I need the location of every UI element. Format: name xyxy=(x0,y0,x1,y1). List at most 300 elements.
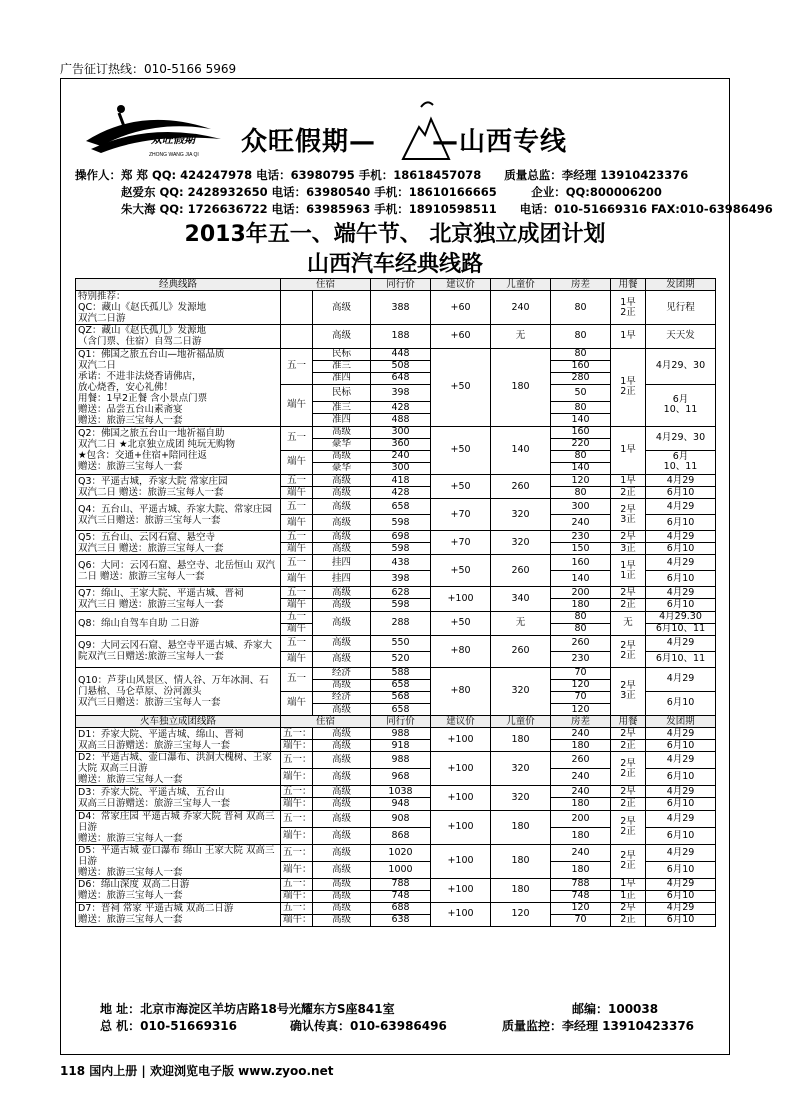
room-diff-cell: 200 xyxy=(551,587,611,599)
holiday-cell: 端午： xyxy=(281,890,313,902)
lodging-cell: 高级 xyxy=(313,902,371,914)
room-diff-cell: 230 xyxy=(551,651,611,667)
child-price-cell: 320 xyxy=(491,499,551,531)
lodging-cell: 高级 xyxy=(313,450,371,462)
departure-date-cell: 6月10 xyxy=(646,890,716,902)
header-cell: 建议价 xyxy=(431,279,491,291)
price-cell: 488 xyxy=(371,414,431,426)
route-description: D1：乔家大院、平遥古城、绵山、晋祠 双高三日游赠送：旅游三宝每人一套 xyxy=(76,728,281,752)
departure-date-cell: 6月 10、11 xyxy=(646,450,716,474)
lodging-cell: 高级 xyxy=(313,291,371,325)
child-price-cell: 260 xyxy=(491,555,551,587)
table-header-row xyxy=(76,279,716,291)
suggested-price-cell: +100 xyxy=(431,587,491,611)
departure-date-cell: 4月29 xyxy=(646,667,716,691)
departure-date-cell: 4月29、30 xyxy=(646,426,716,450)
suggested-price-cell: +100 xyxy=(431,878,491,902)
table-row xyxy=(76,728,716,740)
page-subtitle: 山西汽车经典线路 xyxy=(306,252,483,277)
price-cell: 918 xyxy=(371,740,431,752)
holiday-cell: 端午 xyxy=(281,450,313,474)
meal-cell: 2正 xyxy=(611,798,646,810)
lodging-cell: 高级 xyxy=(313,703,371,715)
table-row xyxy=(76,325,716,348)
meal-cell: 1早 xyxy=(611,426,646,474)
suggested-price-cell: +50 xyxy=(431,348,491,426)
room-diff-cell: 240 xyxy=(551,786,611,798)
lodging-cell: 准四 xyxy=(313,414,371,426)
departure-date-cell: 6月10、11 xyxy=(646,651,716,667)
price-cell: 698 xyxy=(371,531,431,543)
route-description: Q4：五台山、平遥古城、乔家大院、常家庄园双汽三日赠送：旅游三宝每人一套 xyxy=(76,499,281,531)
holiday-cell: 端午： xyxy=(281,769,313,786)
suggested-price-cell: +50 xyxy=(431,611,491,635)
departure-date-cell: 6月10 xyxy=(646,798,716,810)
holiday-cell: 五一 xyxy=(281,611,313,623)
child-price-cell: 180 xyxy=(491,728,551,752)
route-description: QZ：藏山《赵氏孤儿》发源地 （含门票、住宿）自驾二日游 xyxy=(76,325,281,348)
price-cell: 508 xyxy=(371,360,431,372)
suggested-price-cell: +70 xyxy=(431,531,491,555)
contact-line: 朱大海 QQ: 1726636722 电话：63985963 手机：18910598511 电话：010-51669316 FAX:010-63986496 xyxy=(75,202,773,216)
departure-date-cell: 4月29 xyxy=(646,474,716,486)
departure-date-cell: 4月29 xyxy=(646,844,716,861)
room-diff-cell: 80 xyxy=(551,611,611,623)
price-cell: 388 xyxy=(371,291,431,325)
lodging-cell: 高级 xyxy=(313,878,371,890)
price-cell: 398 xyxy=(371,384,431,402)
holiday-cell: 五一 xyxy=(281,667,313,691)
holiday-cell: 端午： xyxy=(281,914,313,926)
child-price-cell: 140 xyxy=(491,426,551,474)
departure-date-cell: 6月10 xyxy=(646,740,716,752)
room-diff-cell: 160 xyxy=(551,426,611,438)
route-description: D3：乔家大院、平遥古城、五台山 双高三日游赠送：旅游三宝每人一套 xyxy=(76,786,281,810)
lodging-cell: 高级 xyxy=(313,543,371,555)
header-cell: 用餐 xyxy=(611,716,646,728)
room-diff-cell: 240 xyxy=(551,515,611,531)
departure-date-cell: 6月10 xyxy=(646,769,716,786)
table-header-row xyxy=(76,716,716,728)
departure-date-cell: 4月29 xyxy=(646,728,716,740)
departure-date-cell: 4月29 xyxy=(646,587,716,599)
room-diff-cell: 70 xyxy=(551,914,611,926)
room-diff-cell: 200 xyxy=(551,810,611,827)
table-row xyxy=(76,499,716,515)
price-cell: 520 xyxy=(371,651,431,667)
meal-cell: 2早 2正 xyxy=(611,810,646,844)
header-cell: 建议价 xyxy=(431,716,491,728)
meal-cell: 2早 2正 xyxy=(611,844,646,878)
room-diff-cell: 120 xyxy=(551,902,611,914)
room-diff-cell: 180 xyxy=(551,798,611,810)
holiday-cell: 五一 xyxy=(281,426,313,450)
routes-table xyxy=(75,278,716,927)
route-description: Q6：大同：云冈石窟、悬空寺、北岳恒山 双汽二日 赠送：旅游三宝每人一套 xyxy=(76,555,281,587)
room-diff-cell: 80 xyxy=(551,291,611,325)
price-cell: 648 xyxy=(371,372,431,384)
meal-cell: 2早 3正 xyxy=(611,667,646,715)
price-cell: 428 xyxy=(371,402,431,414)
table-row xyxy=(76,611,716,623)
child-price-cell: 120 xyxy=(491,902,551,926)
price-cell: 638 xyxy=(371,914,431,926)
suggested-price-cell: +50 xyxy=(431,426,491,474)
room-diff-cell: 180 xyxy=(551,861,611,878)
page-title: 2013年五一、端午节、 北京独立成团计划 xyxy=(184,222,606,247)
price-cell: 598 xyxy=(371,543,431,555)
price-cell: 988 xyxy=(371,752,431,769)
holiday-cell: 端午： xyxy=(281,827,313,844)
lodging-cell: 民标 xyxy=(313,348,371,360)
departure-date-cell: 见行程 xyxy=(646,291,716,325)
suggested-price-cell: +80 xyxy=(431,667,491,715)
holiday-cell: 端午 xyxy=(281,599,313,611)
lodging-cell: 高级 xyxy=(313,487,371,499)
lodging-cell: 高级 xyxy=(313,844,371,861)
meal-cell: 1正 xyxy=(611,890,646,902)
holiday-cell: 端午 xyxy=(281,515,313,531)
lodging-cell: 挂四 xyxy=(313,555,371,571)
price-cell: 908 xyxy=(371,810,431,827)
table-row xyxy=(76,878,716,890)
meal-cell: 2正 xyxy=(611,487,646,499)
lodging-cell: 高级 xyxy=(313,611,371,635)
room-diff-cell: 240 xyxy=(551,728,611,740)
holiday-cell: 端午 xyxy=(281,384,313,426)
lodging-cell: 高级 xyxy=(313,810,371,827)
room-diff-cell: 160 xyxy=(551,360,611,372)
room-diff-cell: 220 xyxy=(551,438,611,450)
table-row xyxy=(76,786,716,798)
lodging-cell: 高级 xyxy=(313,531,371,543)
room-diff-cell: 260 xyxy=(551,635,611,651)
header-cell: 用餐 xyxy=(611,279,646,291)
meal-cell: 1早 1正 xyxy=(611,555,646,587)
price-cell: 398 xyxy=(371,571,431,587)
holiday-cell: 端午： xyxy=(281,861,313,878)
departure-date-cell: 6月10、11 xyxy=(646,623,716,635)
meal-cell: 1早 xyxy=(611,325,646,348)
lodging-cell: 高级 xyxy=(313,499,371,515)
meal-cell: 2早 xyxy=(611,786,646,798)
route-description: Q8：绵山自驾车自助 二日游 xyxy=(76,611,281,635)
holiday-cell: 端午 xyxy=(281,623,313,635)
child-price-cell: 180 xyxy=(491,810,551,844)
child-price-cell: 320 xyxy=(491,752,551,786)
price-cell: 360 xyxy=(371,438,431,450)
footer-postcode: 邮编：100038 xyxy=(572,1002,659,1016)
meal-cell: 2早 xyxy=(611,902,646,914)
child-price-cell: 240 xyxy=(491,291,551,325)
meal-cell: 1早 xyxy=(611,474,646,486)
holiday-cell: 端午： xyxy=(281,798,313,810)
table-row xyxy=(76,902,716,914)
departure-date-cell: 4月29 xyxy=(646,531,716,543)
price-cell: 868 xyxy=(371,827,431,844)
route-description: Q10：芦芽山风景区、情人谷、万年冰洞、石门悬棺、马仑草原、汾河源头 双汽三日赠送：旅游三宝每人一套 xyxy=(76,667,281,715)
departure-date-cell: 4月29 xyxy=(646,635,716,651)
price-cell: 948 xyxy=(371,798,431,810)
lodging-cell: 准四 xyxy=(313,372,371,384)
holiday-cell: 五一 xyxy=(281,635,313,651)
lodging-cell: 高级 xyxy=(313,827,371,844)
holiday-cell: 五一 xyxy=(281,555,313,571)
departure-date-cell: 4月29、30 xyxy=(646,348,716,384)
departure-date-cell: 6月10 xyxy=(646,827,716,844)
route-description: D2：平遥古城、壶口瀑布、洪洞大槐树、王家大院 双高三日游 赠送：旅游三宝每人一套 xyxy=(76,752,281,786)
departure-date-cell: 4月29 xyxy=(646,499,716,515)
holiday-cell: 五一 xyxy=(281,474,313,486)
room-diff-cell: 300 xyxy=(551,499,611,515)
child-price-cell: 320 xyxy=(491,786,551,810)
lodging-cell: 高级 xyxy=(313,914,371,926)
table-row xyxy=(76,667,716,679)
lodging-cell: 高级 xyxy=(313,728,371,740)
room-diff-cell: 788 xyxy=(551,878,611,890)
lodging-cell: 高级 xyxy=(313,890,371,902)
route-description: D6：绵山深度 双高二日游 赠送：旅游三宝每人一套 xyxy=(76,878,281,902)
suggested-price-cell: +50 xyxy=(431,555,491,587)
meal-cell: 3正 xyxy=(611,543,646,555)
room-diff-cell: 120 xyxy=(551,679,611,691)
departure-date-cell: 4月29 xyxy=(646,555,716,571)
table-row xyxy=(76,752,716,769)
price-cell: 748 xyxy=(371,890,431,902)
table-row xyxy=(76,531,716,543)
suggested-price-cell: +50 xyxy=(431,474,491,498)
room-diff-cell: 120 xyxy=(551,474,611,486)
page-frame xyxy=(60,78,773,1055)
room-diff-cell: 748 xyxy=(551,890,611,902)
header-cell: 儿童价 xyxy=(491,279,551,291)
header-cell: 发团期 xyxy=(646,279,716,291)
route-description: Q7：绵山、王家大院、平遥古城、晋祠 双汽三日 赠送：旅游三宝每人一套 xyxy=(76,587,281,611)
holiday-cell: 五一： xyxy=(281,844,313,861)
suggested-price-cell: +100 xyxy=(431,902,491,926)
departure-date-cell: 4月29 xyxy=(646,786,716,798)
lodging-cell: 高级 xyxy=(313,651,371,667)
price-cell: 418 xyxy=(371,474,431,486)
holiday-cell: 五一： xyxy=(281,902,313,914)
route-description: Q1：佛国之旅五台山—地祈福品质 双汽二日 承诺：不进非法烧香请佛店， 放心烧香，安心礼佛！ 用餐：1早2正餐 含小景点门票 赠送：品尝五台山素斋宴 赠送：旅游三宝每人一套 xyxy=(76,348,281,426)
holiday-cell: 五一 xyxy=(281,587,313,599)
room-diff-cell: 70 xyxy=(551,691,611,703)
departure-date-cell: 6月10 xyxy=(646,861,716,878)
departure-date-cell: 6月10 xyxy=(646,914,716,926)
header-cell: 住宿 xyxy=(281,716,371,728)
holiday-cell: 五一： xyxy=(281,728,313,740)
room-diff-cell: 80 xyxy=(551,325,611,348)
price-cell: 598 xyxy=(371,515,431,531)
header-cell: 房差 xyxy=(551,279,611,291)
departure-date-cell: 4月29 xyxy=(646,810,716,827)
holiday-cell: 五一： xyxy=(281,878,313,890)
lodging-cell: 准三 xyxy=(313,402,371,414)
table-row xyxy=(76,555,716,571)
price-cell: 658 xyxy=(371,703,431,715)
room-diff-cell: 120 xyxy=(551,703,611,715)
child-price-cell: 无 xyxy=(491,325,551,348)
room-diff-cell: 280 xyxy=(551,372,611,384)
contact-block xyxy=(75,167,773,218)
holiday-cell: 端午 xyxy=(281,651,313,667)
lodging-cell: 高级 xyxy=(313,474,371,486)
footer-phone: 总 机：010-51669316 xyxy=(100,1019,238,1033)
suggested-price-cell: +60 xyxy=(431,291,491,325)
price-cell: 968 xyxy=(371,769,431,786)
room-diff-cell: 50 xyxy=(551,384,611,402)
price-cell: 1038 xyxy=(371,786,431,798)
lodging-cell: 高级 xyxy=(313,786,371,798)
brand-left: 众旺假期— xyxy=(241,127,377,157)
suggested-price-cell: +100 xyxy=(431,728,491,752)
meal-cell: 1早 2正 xyxy=(611,291,646,325)
table-row xyxy=(76,348,716,360)
meal-cell: 2早 xyxy=(611,728,646,740)
route-description: D4：常家庄园 平遥古城 乔家大院 晋祠 双高三日游 赠送：旅游三宝每人一套 xyxy=(76,810,281,844)
child-price-cell: 320 xyxy=(491,667,551,715)
child-price-cell: 无 xyxy=(491,611,551,635)
lodging-cell: 豪华 xyxy=(313,438,371,450)
price-cell: 1020 xyxy=(371,844,431,861)
table-row xyxy=(76,587,716,599)
lodging-cell: 高级 xyxy=(313,679,371,691)
header-cell: 住宿 xyxy=(281,279,371,291)
holiday-cell: 端午 xyxy=(281,691,313,715)
price-cell: 568 xyxy=(371,691,431,703)
room-diff-cell: 240 xyxy=(551,844,611,861)
table-row xyxy=(76,810,716,827)
meal-cell: 2早 2正 xyxy=(611,635,646,667)
room-diff-cell: 80 xyxy=(551,402,611,414)
table-row xyxy=(76,635,716,651)
child-price-cell: 180 xyxy=(491,878,551,902)
holiday-cell: 端午： xyxy=(281,740,313,752)
table-row xyxy=(76,291,716,325)
contact-line: 操作人：郑 郑 QQ: 424247978 电话：63980795 手机：18618457078 质量总监：李经理 13910423376 xyxy=(75,168,689,182)
child-price-cell: 180 xyxy=(491,844,551,878)
holiday-cell: 端午 xyxy=(281,487,313,499)
meal-cell: 2早 3正 xyxy=(611,499,646,531)
lodging-cell: 高级 xyxy=(313,740,371,752)
lodging-cell: 民标 xyxy=(313,384,371,402)
holiday-cell: 五一 xyxy=(281,499,313,515)
header-cell: 同行价 xyxy=(371,279,431,291)
room-diff-cell: 80 xyxy=(551,623,611,635)
holiday-cell xyxy=(281,291,313,325)
departure-date-cell: 4月29 xyxy=(646,902,716,914)
room-diff-cell: 260 xyxy=(551,752,611,769)
room-diff-cell: 70 xyxy=(551,667,611,679)
page-number: 118 国内上册 | 欢迎浏览电子版 www.zyoo.net xyxy=(60,1064,334,1078)
footer-address: 地 址：北京市海淀区羊坊店路18号光耀东方S座841室 xyxy=(100,1002,395,1016)
route-description: Q3：平遥古城，乔家大院 常家庄园 双汽二日 赠送：旅游三宝每人一套 xyxy=(76,474,281,498)
lodging-cell: 高级 xyxy=(313,635,371,651)
lodging-cell: 准三 xyxy=(313,360,371,372)
meal-cell: 1早 2正 xyxy=(611,348,646,426)
departure-date-cell: 6月10 xyxy=(646,515,716,531)
price-cell: 428 xyxy=(371,487,431,499)
room-diff-cell: 140 xyxy=(551,414,611,426)
table-row xyxy=(76,844,716,861)
meal-cell: 1早 xyxy=(611,878,646,890)
holiday-cell: 五一： xyxy=(281,810,313,827)
header-cell: 同行价 xyxy=(371,716,431,728)
suggested-price-cell: +100 xyxy=(431,752,491,786)
lodging-cell: 高级 xyxy=(313,769,371,786)
price-cell: 588 xyxy=(371,667,431,679)
price-cell: 598 xyxy=(371,599,431,611)
route-description: Q5：五台山、云冈石窟、悬空寺 双汽三日 赠送：旅游三宝每人一套 xyxy=(76,531,281,555)
holiday-cell: 端午 xyxy=(281,571,313,587)
departure-date-cell: 6月10 xyxy=(646,543,716,555)
contact-line: 赵爱东 QQ: 2428932650 电话：63980540 手机：18610166665 企业：QQ:800006200 xyxy=(75,185,662,199)
ad-hotline: 广告征订热线：010-5166 5969 xyxy=(60,62,237,76)
lodging-cell: 高级 xyxy=(313,515,371,531)
child-price-cell: 340 xyxy=(491,587,551,611)
lodging-cell: 高级 xyxy=(313,798,371,810)
holiday-cell: 端午 xyxy=(281,543,313,555)
route-description: Q2：佛国之旅五台山一地祈福自助 双汽二日 ★北京独立成团 纯玩无购物 ★包含：交通+住宿+陪同往返 赠送：旅游三宝每人一套 xyxy=(76,426,281,474)
holiday-cell: 五一： xyxy=(281,786,313,798)
room-diff-cell: 180 xyxy=(551,827,611,844)
room-diff-cell: 240 xyxy=(551,769,611,786)
departure-date-cell: 6月 10、11 xyxy=(646,384,716,426)
lodging-cell: 豪华 xyxy=(313,462,371,474)
room-diff-cell: 150 xyxy=(551,543,611,555)
lodging-cell: 经济 xyxy=(313,691,371,703)
meal-cell: 2正 xyxy=(611,914,646,926)
suggested-price-cell: +80 xyxy=(431,635,491,667)
room-diff-cell: 230 xyxy=(551,531,611,543)
mountain-icon xyxy=(401,97,451,162)
route-description: 特别推荐： QC：藏山《赵氏孤儿》发源地 双汽二日游 xyxy=(76,291,281,325)
price-cell: 628 xyxy=(371,587,431,599)
price-cell: 1000 xyxy=(371,861,431,878)
header-cell: 经典线路 xyxy=(76,279,281,291)
suggested-price-cell: +70 xyxy=(431,499,491,531)
header-cell: 房差 xyxy=(551,716,611,728)
meal-cell: 无 xyxy=(611,611,646,635)
meal-cell: 2正 xyxy=(611,599,646,611)
route-description: D7：晋祠 常家 平遥古城 双高二日游 赠送：旅游三宝每人一套 xyxy=(76,902,281,926)
price-cell: 300 xyxy=(371,426,431,438)
lodging-cell: 挂四 xyxy=(313,571,371,587)
price-cell: 240 xyxy=(371,450,431,462)
room-diff-cell: 140 xyxy=(551,571,611,587)
holiday-cell: 五一 xyxy=(281,348,313,384)
departure-date-cell: 4月29.30 xyxy=(646,611,716,623)
lodging-cell: 高级 xyxy=(313,861,371,878)
departure-date-cell: 6月10 xyxy=(646,691,716,715)
header-cell: 火车独立成团线路 xyxy=(76,716,281,728)
lodging-cell: 高级 xyxy=(313,587,371,599)
price-cell: 788 xyxy=(371,878,431,890)
room-diff-cell: 160 xyxy=(551,555,611,571)
header-cell: 儿童价 xyxy=(491,716,551,728)
lodging-cell: 高级 xyxy=(313,426,371,438)
suggested-price-cell: +100 xyxy=(431,786,491,810)
holiday-cell: 五一 xyxy=(281,531,313,543)
lodging-cell: 高级 xyxy=(313,325,371,348)
table-row xyxy=(76,474,716,486)
price-cell: 288 xyxy=(371,611,431,635)
price-cell: 988 xyxy=(371,728,431,740)
child-price-cell: 260 xyxy=(491,474,551,498)
suggested-price-cell: +100 xyxy=(431,810,491,844)
departure-date-cell: 4月29 xyxy=(646,878,716,890)
